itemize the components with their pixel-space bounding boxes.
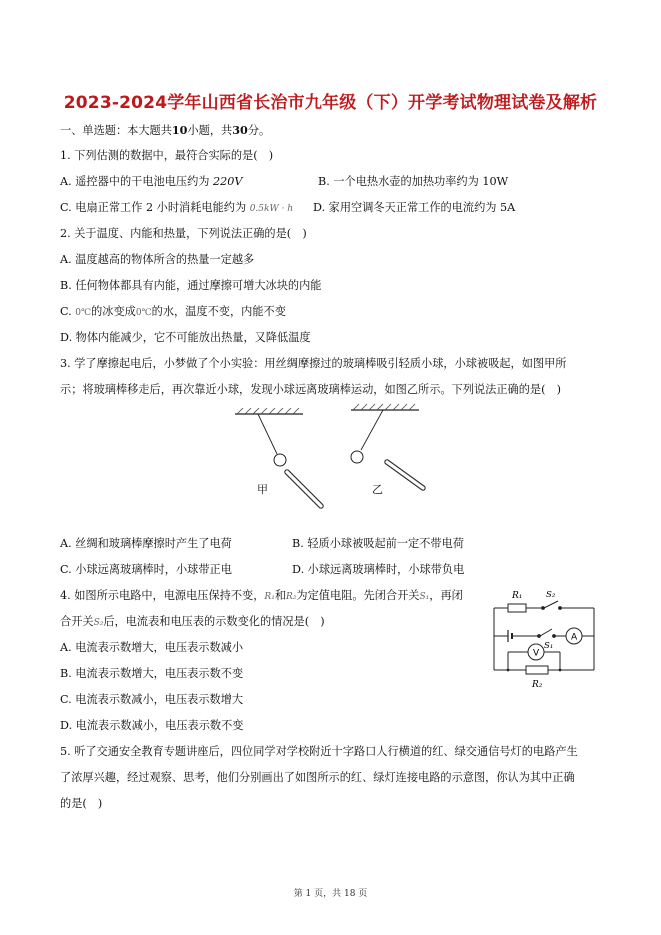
q4-option-c: C. 电流表示数减小，电压表示数增大 bbox=[60, 693, 244, 706]
q3-option-c: C. 小球远离玻璃棒时，小球带正电 bbox=[60, 563, 232, 576]
switch-s2 bbox=[544, 601, 558, 608]
q2-option-d: D. 物体内能减少，它不可能放出热量，又降低温度 bbox=[60, 331, 311, 344]
q1-option-c-text: C. 电扇正常工作 2 小时消耗电能约为 bbox=[60, 201, 247, 214]
q4-stem-s2: S₂ bbox=[93, 618, 104, 628]
resistor-r2 bbox=[526, 666, 548, 674]
section-score: 30 bbox=[232, 123, 248, 137]
q4-stem-r2: R₂ bbox=[286, 592, 297, 602]
q1-option-a-value: 220V bbox=[213, 175, 243, 188]
string-yi bbox=[361, 410, 383, 450]
q1-stem: 1. 下列估测的数据中，最符合实际的是( ) bbox=[60, 149, 274, 162]
q4-option-a: A. 电流表示数增大，电压表示数减小 bbox=[60, 641, 244, 654]
q2-stem: 2. 关于温度、内能和热量，下列说法正确的是( ) bbox=[60, 227, 307, 240]
section-suffix: 分。 bbox=[247, 124, 271, 137]
section-prefix: 一、单选题：本大题共 bbox=[60, 124, 172, 137]
q2-option-a: A. 温度越高的物体所含的热量一定越多 bbox=[60, 253, 255, 266]
q2-option-c bbox=[60, 304, 286, 321]
q4-stem-2a: 合开关 bbox=[60, 615, 94, 628]
q4-stem-line-2 bbox=[60, 614, 325, 631]
q3-stem-line-2: 示；将玻璃棒移走后，再次靠近小球，发现小球远离玻璃棒运动，如图乙所示。下列说法正确的是( ) bbox=[60, 383, 561, 396]
q4-stem-1b: 为定值电阻。先闭合开关 bbox=[296, 589, 420, 602]
section-header bbox=[60, 122, 270, 139]
label-r1: R₁ bbox=[512, 591, 523, 601]
q4-stem-and: 和 bbox=[274, 589, 287, 602]
label-voltmeter: V bbox=[533, 648, 540, 659]
q1-option-a-text: A. 遥控器中的干电池电压约为 bbox=[60, 175, 210, 188]
q1-option-b: B. 一个电热水壶的加热功率约为 10W bbox=[318, 175, 509, 188]
q1-option-c bbox=[60, 200, 293, 217]
q1-option-a bbox=[60, 174, 242, 190]
document-title: 2023-2024学年山西省长治市九年级（下）开学考试物理试卷及解析 bbox=[63, 93, 598, 113]
q2-option-c-value-1: 0℃ bbox=[75, 308, 92, 318]
figure-label-yi: 乙 bbox=[372, 483, 383, 496]
q4-stem-1c: ，再闭 bbox=[429, 589, 463, 602]
q2-option-c-mid: 的冰变成 bbox=[91, 305, 136, 318]
q4-stem-1a: 4. 如图所示电路中，电源电压保持不变， bbox=[60, 589, 265, 602]
q4-option-d: D. 电流表示数减小，电压表示数不变 bbox=[60, 719, 244, 732]
section-count: 10 bbox=[171, 123, 188, 137]
q4-stem-2b: 后，电流表和电压表的示数变化的情况是( ) bbox=[103, 615, 325, 628]
q4-option-b: B. 电流表示数增大，电压表示数不变 bbox=[60, 667, 244, 680]
q4-circuit-diagram bbox=[488, 584, 600, 692]
resistor-r1 bbox=[508, 604, 526, 612]
q3-option-a: A. 丝绸和玻璃棒摩擦时产生了电荷 bbox=[60, 537, 232, 550]
q2-option-b: B. 任何物体都具有内能，通过摩擦可增大冰块的内能 bbox=[60, 279, 322, 292]
q4-stem-line-1 bbox=[60, 588, 463, 605]
figure-label-jia: 甲 bbox=[257, 483, 268, 496]
label-s2: S₂ bbox=[546, 590, 556, 600]
q3-option-d: D. 小球远离玻璃棒时，小球带负电 bbox=[292, 563, 465, 576]
ball-yi bbox=[351, 451, 363, 463]
q2-option-c-value-2: 0℃ bbox=[135, 308, 152, 318]
label-r2: R₂ bbox=[532, 680, 543, 690]
q3-option-b: B. 轻质小球被吸起前一定不带电荷 bbox=[292, 537, 464, 550]
q1-option-d: D. 家用空调冬天正常工作的电流约为 5A bbox=[313, 201, 516, 214]
q5-stem-line-3: 的是( ) bbox=[60, 797, 103, 810]
q1-option-c-value: 0.5kW · h bbox=[249, 204, 294, 214]
switch-s1 bbox=[540, 629, 552, 636]
section-mid: 小题，共 bbox=[187, 124, 233, 137]
q2-option-c-post: 的水，温度不变，内能不变 bbox=[151, 305, 286, 318]
q3-pendulum-figure bbox=[225, 402, 445, 526]
q4-stem-s1: S₁ bbox=[419, 592, 430, 602]
ball-jia bbox=[274, 454, 286, 466]
string-jia bbox=[258, 414, 277, 454]
q5-stem-line-2: 了浓厚兴趣，经过观察、思考，他们分别画出了如图所示的红、绿灯连接电路的示意图，你认为其中正确 bbox=[60, 771, 575, 784]
figure-jia bbox=[235, 408, 321, 506]
q2-option-c-prefix: C. bbox=[60, 305, 72, 318]
page-footer: 第 1 页，共 18 页 bbox=[293, 889, 368, 899]
q3-stem-line-1: 3. 学了摩擦起电后，小梦做了个小实验：用丝绸摩擦过的玻璃棒吸引轻质小球，小球被吸起，如图甲所 bbox=[60, 357, 567, 370]
label-s1: S₁ bbox=[544, 641, 554, 651]
q4-stem-r1: R₁ bbox=[264, 592, 275, 602]
q5-stem-line-1: 5. 听了交通安全教育专题讲座后，四位同学对学校附近十字路口人行横道的红、绿交通信号灯的电路产生 bbox=[60, 745, 578, 758]
figure-yi bbox=[351, 404, 423, 488]
label-ammeter: A bbox=[571, 632, 578, 643]
